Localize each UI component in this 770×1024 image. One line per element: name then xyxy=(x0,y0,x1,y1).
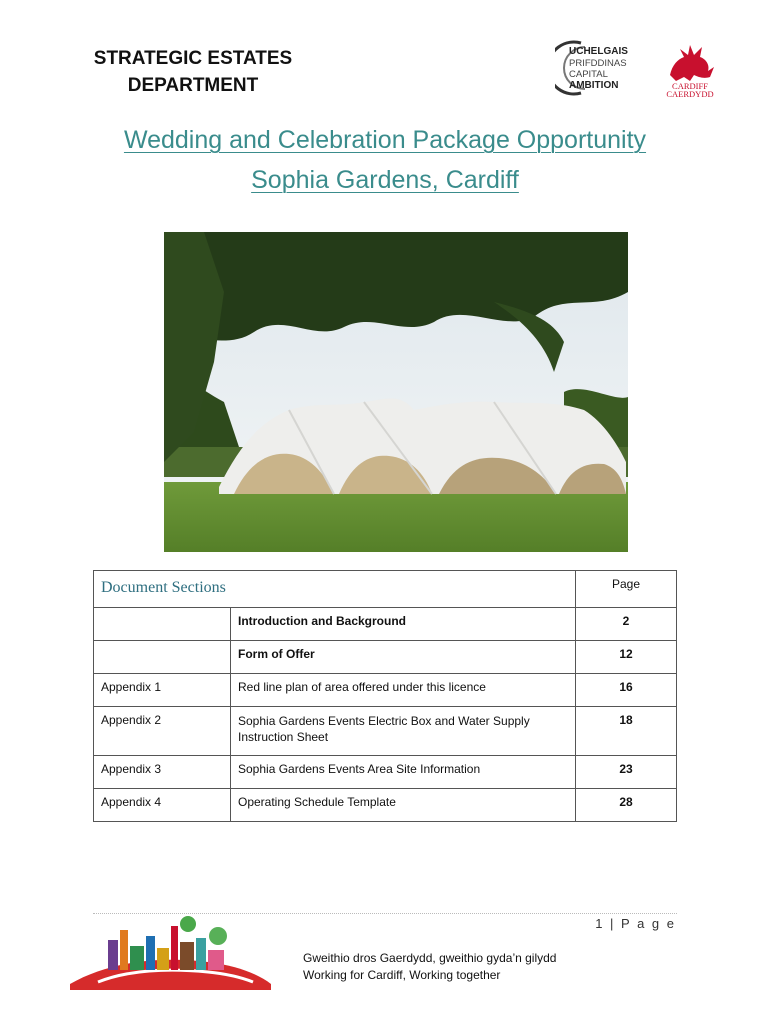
department-line-1: STRATEGIC ESTATES xyxy=(93,48,293,69)
appendix-cell: Appendix 2 xyxy=(94,707,231,756)
table-header-row xyxy=(94,571,677,608)
logo-ambition-line-3: CAPITAL xyxy=(569,69,608,80)
appendix-cell: Appendix 3 xyxy=(94,756,231,789)
capital-ambition-logo xyxy=(555,37,655,99)
page-number-cell: 18 xyxy=(576,707,677,756)
section-title-cell: Introduction and Background xyxy=(231,608,576,641)
cardiff-dragon-logo xyxy=(660,37,720,99)
document-title xyxy=(40,120,730,200)
logo-cardiff-line-1: CARDIFF xyxy=(672,81,708,91)
dragon-icon xyxy=(670,45,714,81)
department-heading xyxy=(93,45,293,99)
logo-cardiff-line-2: CAERDYDD xyxy=(666,89,714,99)
cardiff-skyline-illustration xyxy=(68,912,273,990)
section-title-cell: Form of Offer xyxy=(231,641,576,674)
page-number-cell: 2 xyxy=(576,608,677,641)
section-title-cell: Sophia Gardens Events Area Site Information xyxy=(231,756,576,789)
page-number: 1 | P a g e xyxy=(595,916,676,931)
table-row xyxy=(94,608,677,641)
logo-ambition-line-1: UCHELGAIS xyxy=(569,46,628,57)
appendix-cell: Appendix 1 xyxy=(94,674,231,707)
table-row xyxy=(94,641,677,674)
page-number-cell: 23 xyxy=(576,756,677,789)
table-row xyxy=(94,756,677,789)
footer-motto xyxy=(303,950,556,984)
logo-ambition-line-4: AMBITION xyxy=(569,80,619,91)
section-title-cell: Sophia Gardens Events Electric Box and Water Supply Instruction Sheet xyxy=(231,707,576,756)
english-motto: Working for Cardiff, Working together xyxy=(303,968,501,982)
table-row xyxy=(94,707,677,756)
title-line-1: Wedding and Celebration Package Opportunity xyxy=(123,126,647,154)
section-title-cell: Operating Schedule Template xyxy=(231,789,576,822)
appendix-cell xyxy=(94,608,231,641)
document-sections-table xyxy=(93,570,677,822)
welsh-motto: Gweithio dros Gaerdydd, gweithio gyda’n gilydd xyxy=(303,951,557,965)
section-title-cell: Red line plan of area offered under this licence xyxy=(231,674,576,707)
department-line-2: DEPARTMENT xyxy=(127,75,259,96)
page-column-heading: Page xyxy=(576,571,677,608)
page-number-cell: 16 xyxy=(576,674,677,707)
appendix-cell xyxy=(94,641,231,674)
page-number-cell: 28 xyxy=(576,789,677,822)
title-line-2: Sophia Gardens, Cardiff xyxy=(251,166,519,194)
table-row xyxy=(94,789,677,822)
marquee-photo xyxy=(164,232,628,552)
table-row xyxy=(94,674,677,707)
logo-ambition-line-2: PRIFDDINAS xyxy=(569,58,627,69)
appendix-cell: Appendix 4 xyxy=(94,789,231,822)
sections-heading: Document Sections xyxy=(94,571,576,608)
page-number-cell: 12 xyxy=(576,641,677,674)
